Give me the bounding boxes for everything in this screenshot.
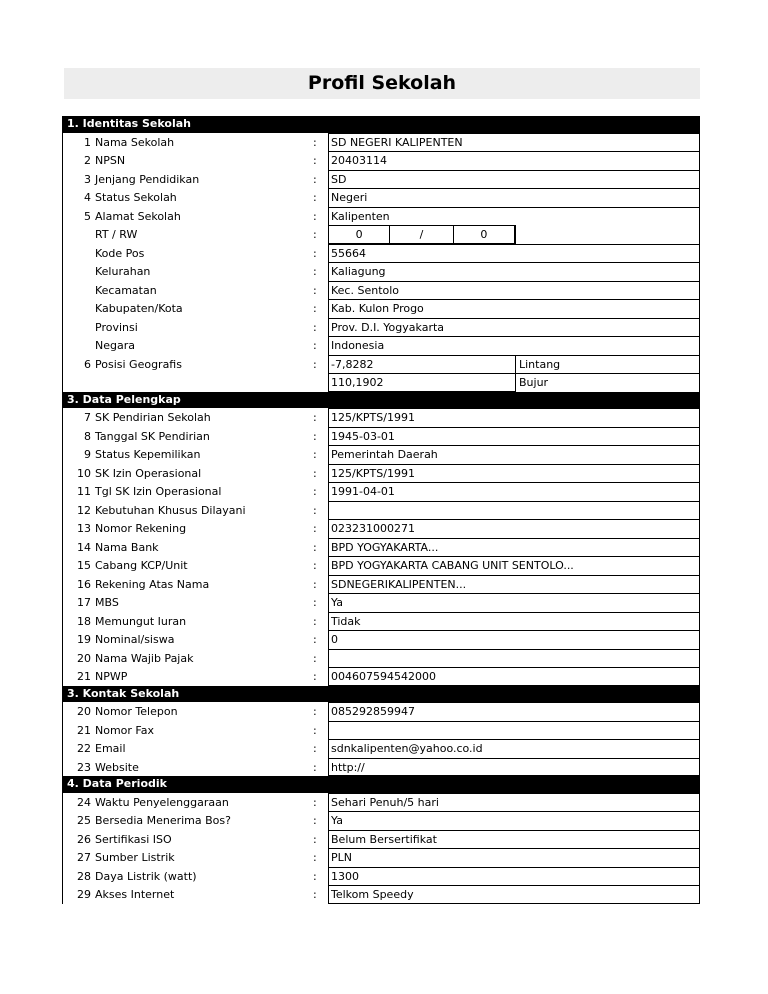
table-row [62,739,700,758]
row-value: Telkom Speedy [328,885,700,904]
table-row [62,721,700,740]
row-number: 4 [84,191,91,204]
row-label: NPSN [95,154,126,167]
row-value: BPD YOGYAKARTA CABANG UNIT SENTOLO... [328,556,700,575]
row-number: 2 [84,154,91,167]
row-number: 9 [84,448,91,461]
row-label: Nama Wajib Pajak [95,651,194,665]
row-value: 085292859947 [328,702,700,721]
table-row [62,630,700,649]
colon-separator: : [313,742,317,755]
colon-separator: : [313,429,317,443]
row-number: 29 [77,888,91,901]
table-row [62,501,700,520]
table-row [62,408,700,427]
row-number: 1 [84,135,91,149]
table-row [62,151,700,170]
row-label: Kabupaten/Kota [95,302,183,315]
colon-separator: : [313,596,317,609]
row-label: Cabang KCP/Unit [95,559,188,572]
row-value: Ya [328,811,700,830]
row-value: Sehari Penuh/5 hari [328,793,700,812]
table-row [62,519,700,538]
row-value: Prov. D.I. Yogyakarta [328,318,700,337]
row-label: MBS [95,596,119,609]
row-label: Nomor Rekening [95,522,187,535]
row-value: 1945-03-01 [328,427,700,446]
row-label: Akses Internet [95,888,175,901]
row-label: Provinsi [95,320,138,334]
row-value: http:// [328,758,700,777]
row-label: SK Pendirian Sekolah [95,411,211,424]
row-value: SD NEGERI KALIPENTEN [328,133,700,152]
row-value: Ya [328,593,700,612]
row-number: 12 [77,503,91,517]
colon-separator: : [313,814,317,827]
table-row [62,538,700,557]
colon-separator: : [313,503,317,517]
colon-separator: : [313,172,317,186]
row-number: 24 [77,795,91,809]
colon-separator: : [313,302,317,315]
colon-separator: : [313,448,317,461]
rw-value: 0 [454,226,515,243]
row-number: 25 [77,814,91,827]
colon-separator: : [313,283,317,297]
rt-rw-row [62,225,700,244]
colon-separator: : [313,320,317,334]
row-label: Status Kepemilikan [95,448,201,461]
row-label: Kelurahan [95,265,151,278]
row-label: SK Izin Operasional [95,466,202,480]
rt-rw-separator: / [390,226,453,243]
row-value: Indonesia [328,336,700,355]
table-row [62,188,700,207]
row-value: Belum Bersertifikat [328,830,700,849]
row-label: Waktu Penyelenggaraan [95,795,229,809]
row-number: 28 [77,869,91,883]
row-value: Pemerintah Daerah [328,445,700,464]
table-row [62,702,700,721]
row-number: 8 [84,429,91,443]
colon-separator: : [313,851,317,864]
table-row [62,612,700,631]
table-row [62,318,700,337]
table-row [62,811,700,830]
row-label: Website [95,760,139,774]
table-row [62,244,700,263]
table-row [62,445,700,464]
colon-separator: : [313,559,317,572]
table-row [62,299,700,318]
row-value [328,721,700,740]
colon-separator: : [313,760,317,774]
table-row [62,649,700,668]
row-label: Nama Bank [95,540,159,554]
row-label: Nama Sekolah [95,135,175,149]
row-number: 17 [77,596,91,609]
row-number: 10 [77,466,91,480]
table-row [62,464,700,483]
row-value: 125/KPTS/1991 [328,464,700,483]
row-number: 11 [77,485,91,498]
row-label: Nomor Telepon [95,705,178,718]
row-value: 55664 [328,244,700,263]
colon-separator: : [313,209,317,223]
colon-separator: : [313,614,317,628]
longitude-label: Bujur [519,376,549,389]
row-label: Bersedia Menerima Bos? [95,814,231,827]
row-label: Negara [95,339,135,352]
row-value: 125/KPTS/1991 [328,408,700,427]
longitude-value: 110,1902 [328,373,516,392]
row-value: PLN [328,848,700,867]
row-value: Negeri [328,188,700,207]
row-number: 13 [77,522,91,535]
colon-separator: : [313,191,317,204]
row-label: NPWP [95,670,128,683]
table-row [62,427,700,446]
colon-separator: : [313,888,317,901]
table-row [62,133,700,152]
colon-separator: : [313,466,317,480]
table-row [62,281,700,300]
row-number: 15 [77,559,91,572]
row-number: 6 [84,357,91,371]
colon-separator: : [313,265,317,278]
row-value: 1991-04-01 [328,482,700,501]
colon-separator: : [313,540,317,554]
row-label: Alamat Sekolah [95,209,181,223]
row-label: Tgl SK Izin Operasional [95,485,222,498]
latitude-label: Lintang [519,357,561,371]
section-heading: 1. Identitas Sekolah [62,116,700,133]
row-value: 1300 [328,867,700,886]
profile-table [62,116,700,904]
row-label: Rekening Atas Nama [95,577,210,591]
row-number: 18 [77,614,91,628]
row-value: Kalipenten [328,207,700,226]
colon-separator: : [313,577,317,591]
row-label: Status Sekolah [95,191,177,204]
table-row [62,848,700,867]
table-row [62,593,700,612]
colon-separator: : [313,651,317,665]
row-value: Kab. Kulon Progo [328,299,700,318]
row-value: Kec. Sentolo [328,281,700,300]
row-label: Nomor Fax [95,723,154,737]
colon-separator: : [313,135,317,149]
title-bar [64,68,700,99]
section-heading: 4. Data Periodik [62,776,700,793]
row-number: 26 [77,832,91,846]
row-label: Kecamatan [95,283,157,297]
row-number: 19 [77,633,91,646]
colon-separator: : [313,228,317,241]
colon-separator: : [313,795,317,809]
row-value: Kaliagung [328,262,700,281]
row-label: Sumber Listrik [95,851,175,864]
table-row [62,482,700,501]
row-value: 023231000271 [328,519,700,538]
row-number: 22 [77,742,91,755]
table-row [62,336,700,355]
row-number: 20 [77,705,91,718]
latitude-value: -7,8282 [328,355,516,374]
row-value [328,501,700,520]
table-row [62,667,700,686]
table-row [62,830,700,849]
colon-separator: : [313,485,317,498]
row-label: Kebutuhan Khusus Dilayani [95,503,246,517]
row-label: Tanggal SK Pendirian [95,429,210,443]
table-row [62,207,700,226]
row-divider [328,355,700,356]
table-row [62,793,700,812]
row-number: 23 [77,760,91,774]
colon-separator: : [313,705,317,718]
geo-lon-row [62,373,700,392]
colon-separator: : [313,522,317,535]
section-heading: 3. Kontak Sekolah [62,686,700,703]
row-value: 0 [328,630,700,649]
row-label: Email [95,742,126,755]
row-value: BPD YOGYAKARTA... [328,538,700,557]
row-value: sdnkalipenten@yahoo.co.id [328,739,700,758]
row-number: 21 [77,723,91,737]
row-number: 7 [84,411,91,424]
geo-lat-row [62,355,700,374]
colon-separator: : [313,246,317,260]
row-divider [328,373,700,374]
row-number: 5 [84,209,91,223]
rt-rw-field [328,225,516,244]
rt-value: 0 [329,226,390,243]
colon-separator: : [313,339,317,352]
table-row [62,262,700,281]
row-label: Memungut Iuran [95,614,187,628]
table-row [62,758,700,777]
row-label: Nominal/siswa [95,633,175,646]
row-number: 16 [77,577,91,591]
row-value: 20403114 [328,151,700,170]
table-row [62,170,700,189]
colon-separator: : [313,154,317,167]
row-value: SDNEGERIKALIPENTEN... [328,575,700,594]
colon-separator: : [313,832,317,846]
row-value [328,649,700,668]
colon-separator: : [313,633,317,646]
row-value: Tidak [328,612,700,631]
colon-separator: : [313,869,317,883]
row-number: 27 [77,851,91,864]
table-row [62,885,700,904]
table-row [62,556,700,575]
row-number: 20 [77,651,91,665]
row-label: Sertifikasi ISO [95,832,172,846]
colon-separator: : [313,411,317,424]
row-label: RT / RW [95,228,138,241]
row-label: Jenjang Pendidikan [95,172,200,186]
colon-separator: : [313,723,317,737]
row-label: Posisi Geografis [95,357,182,371]
colon-separator: : [313,357,317,371]
row-label: Kode Pos [95,246,145,260]
table-row [62,867,700,886]
row-label: Daya Listrik (watt) [95,869,197,883]
row-value: 004607594542000 [328,667,700,686]
row-number: 21 [77,670,91,683]
row-number: 3 [84,172,91,186]
row-value: SD [328,170,700,189]
row-number: 14 [77,540,91,554]
section-heading: 3. Data Pelengkap [62,392,700,409]
colon-separator: : [313,670,317,683]
page-title: Profil Sekolah [307,72,457,94]
table-row [62,575,700,594]
